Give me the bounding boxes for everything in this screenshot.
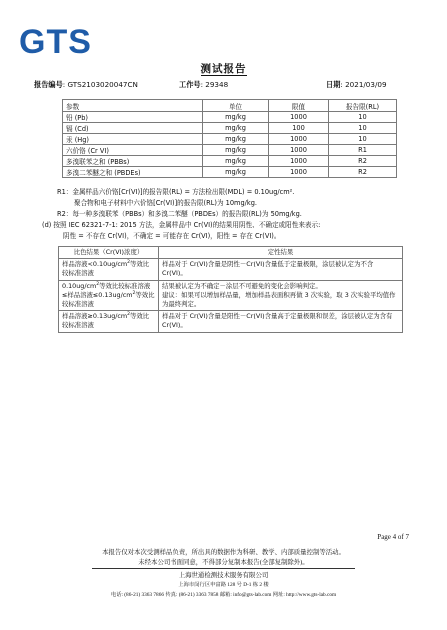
- header-parameter: 参数: [63, 100, 203, 112]
- cell-parameter: 镉 (Cd): [63, 123, 203, 134]
- header-qualitative-result: 定性结果: [159, 247, 403, 259]
- table-row: [63, 112, 397, 123]
- cell-limit: 1000: [269, 112, 329, 123]
- cell-colorimetric: 样品溶液$\ge 0.13ug/cm^2$等效比较标准溶液: [59, 311, 159, 332]
- cell-unit: mg/kg: [203, 123, 269, 134]
- note-r2: R2：每一种多溴联苯（PBBs）和多溴二苯醚（PBDEs）的报告限(RL)为 50mg/kg.: [57, 210, 302, 218]
- cell-rl: 10: [329, 112, 397, 123]
- footer-disclaimer-2: 未经本公司书面同意，不得部分复制本报告(全部复制除外)。: [138, 559, 309, 566]
- report-date: 日期: 2021/03/09: [326, 80, 387, 89]
- cell-qualitative: 结果被认定为不确定－涂层不可避免的变化会影响判定。 建议：如果可以增加样品量，增加样品表面积再做 3 次实验，取 3 次实验平均值作为最终判定。: [159, 280, 403, 311]
- table-header-row: [59, 247, 403, 259]
- note-d-definitions: 阴性 = 不存在 Cr(VI)，不确定 = 可能存在 Cr(VI)，阳性 = 存在 Cr(VI)。: [63, 232, 281, 240]
- table-row: [63, 167, 397, 178]
- note-r1: R1：金属样品六价铬[Cr(VI)]的报告限(RL) = 方法检出限(MDL) = 0.10ug/cm².: [57, 188, 295, 196]
- cell-parameter: 铅 (Pb): [63, 112, 203, 123]
- cell-limit: 1000: [269, 134, 329, 145]
- footer-company-name: 上海世通检测技术服务有限公司: [178, 572, 269, 579]
- cell-unit: mg/kg: [203, 156, 269, 167]
- table-row: [59, 280, 403, 311]
- footer-disclaimer-1: 本报告仅对本次受测样品负责，所出具的数据作为科研、教学、内部质量控制等活动。: [102, 549, 345, 556]
- document-title: 测试报告: [200, 63, 247, 75]
- table-row: [63, 134, 397, 145]
- table-row: [63, 156, 397, 167]
- cell-limit: 1000: [269, 156, 329, 167]
- limits-table: [62, 99, 397, 178]
- cell-parameter: 六价铬 (Cr VI): [63, 145, 203, 156]
- cell-limit: 100: [269, 123, 329, 134]
- table-row: [63, 123, 397, 134]
- cr-vi-results-table: [58, 246, 403, 333]
- cell-unit: mg/kg: [203, 167, 269, 178]
- cell-colorimetric: 样品溶液$<0.10ug/cm^2$等效比较标准溶液: [59, 259, 159, 280]
- logo-text: GTS: [19, 24, 92, 56]
- cell-rl: R2: [329, 167, 397, 178]
- cell-limit: 1000: [269, 145, 329, 156]
- cell-parameter: 汞 (Hg): [63, 134, 203, 145]
- cell-rl: 10: [329, 134, 397, 145]
- table-row: [59, 259, 403, 280]
- cell-rl: R2: [329, 156, 397, 167]
- note-d: (d) 按照 IEC 62321-7-1: 2015 方法，金属样品中 Cr(VI)的结果用阴性、不确定或阳性来表示:: [42, 221, 321, 229]
- footer-divider: [92, 568, 355, 569]
- cell-limit: 1000: [269, 167, 329, 178]
- company-logo: [19, 24, 105, 56]
- page-number: Page 4 of 7: [377, 533, 409, 541]
- table-header-row: [63, 100, 397, 112]
- cell-unit: mg/kg: [203, 145, 269, 156]
- cell-parameter: 多溴联苯之和 (PBBs): [63, 156, 203, 167]
- header-colorimetric-result: 比色结果（Cr(VI)浓度）: [59, 247, 159, 259]
- cell-colorimetric: $0.10ug/cm^2$等效比较标准溶液≤样品溶液$\le 0.13ug/cm^2$等效比较标准溶液: [59, 280, 159, 311]
- footer-address: 上海市闵行区申富路 128 号 D-1 栋 2 楼: [178, 582, 269, 588]
- table-row: [63, 145, 397, 156]
- header-limit: 限值: [269, 100, 329, 112]
- report-number: 报告编号: GTS2103020047CN: [34, 80, 138, 89]
- cell-qualitative: 样品对于 Cr(VI)含量是阳性－Cr(VI)含量高于定量极限和误差，涂层被认定为含有 Cr(VI)。: [159, 311, 403, 332]
- table-row: [59, 311, 403, 332]
- cell-unit: mg/kg: [203, 112, 269, 123]
- cell-unit: mg/kg: [203, 134, 269, 145]
- job-number: 工作号: 29348: [179, 80, 229, 89]
- footer-contact: 电话: (86-21) 3363 7866 传真: (86-21) 3363 7858 邮箱: info@gts-lab.com 网址: http://www.gts-lab.com: [110, 592, 337, 598]
- cell-parameter: 多溴二苯醚之和 (PBDEs): [63, 167, 203, 178]
- cell-rl: R1: [329, 145, 397, 156]
- header-reporting-limit: 报告限(RL): [329, 100, 397, 112]
- header-unit: 单位: [203, 100, 269, 112]
- cell-qualitative: 样品对于 Cr(VI)含量是阴性－Cr(VI)含量低于定量极限，涂层被认定为不含 Cr(VI)。: [159, 259, 403, 280]
- cell-rl: 10: [329, 123, 397, 134]
- note-r1-polymer: 聚合物和电子材料中六价铬[Cr(VI)]的报告限(RL)为 10mg/kg.: [74, 199, 257, 207]
